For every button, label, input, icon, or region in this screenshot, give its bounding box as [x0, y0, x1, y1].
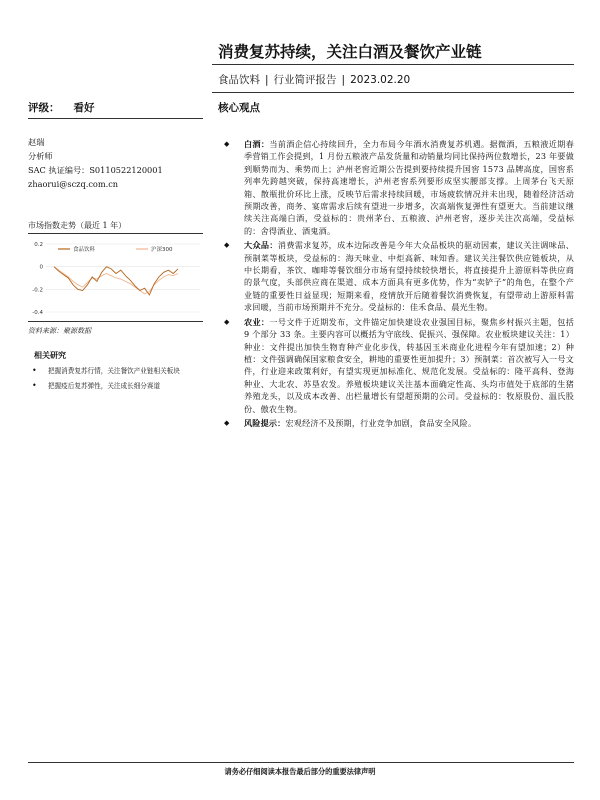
chart-canvas — [28, 238, 204, 318]
analyst-info — [28, 135, 163, 191]
core-views-list — [224, 138, 574, 431]
related-research-item[interactable]: • 把握疫后复苏弹性，关注成长细分赛道 — [28, 381, 200, 391]
footer-rule — [28, 762, 574, 763]
analyst-name: 赵瑞 — [28, 137, 45, 147]
chart-title: 市场指数走势（最近 1 年） — [28, 221, 127, 230]
chart-bottom-rule — [28, 321, 203, 322]
series-line-沪深300 — [54, 267, 178, 294]
point-mass-consumer — [224, 239, 574, 313]
related-research-heading: 相关研究 — [34, 350, 66, 360]
rating-value: 看好 — [73, 102, 95, 114]
industry-label: 食品饮料 — [218, 74, 260, 86]
y-tick-label: -0.4 — [32, 310, 43, 316]
y-tick-label: 0.2 — [34, 242, 43, 248]
related-research-list — [28, 366, 200, 396]
rating-rule — [28, 118, 203, 119]
report-date: 2023.02.20 — [350, 74, 411, 86]
point-lead: 白酒： — [244, 139, 270, 149]
legend-label: 沪深300 — [151, 247, 173, 253]
meta-rule — [212, 92, 574, 93]
point-lead: 农业： — [244, 316, 270, 327]
chart-source: 资料来源：聚源数据 — [28, 327, 91, 335]
point-text: 消费需求复苏，成本边际改善是今年大众品板块的驱动因素，建议关注调味品、预制菜等板块，受益标的：海天味业、中炬高新、味知香。建议关注餐饮供应链板块，从中长期看，茶饮、咖啡等餐饮细分市场有望持续较快增长，将直接提升上游原料等供应商的景气度，头部供应商在渠道、成本方面具有更多优势，作为“卖铲子”的角色，在整个产业链的重要性日益显现；短期来看，疫情放开后随着餐饮消费恢复，有望带动上游原料需求回暖，当前市场预期并不充分。受益标的：佳禾食品、晨光生物。 — [244, 240, 574, 313]
legal-footer: 请务必仔细阅读本报告最后部分的重要法律声明 — [224, 767, 376, 776]
related-research-item[interactable]: • 把握消费复苏行情，关注餐饮产业链相关板块 — [28, 366, 200, 376]
report-meta — [218, 72, 410, 87]
report-type-label: 行业简评报告 — [273, 74, 337, 86]
meta-separator: | — [265, 74, 269, 86]
point-agriculture — [224, 316, 574, 415]
analyst-sac-number: SAC 执证编号：S0110522120001 — [28, 165, 163, 175]
legend-label: 食品饮料 — [73, 247, 96, 253]
point-lead: 风险提示： — [244, 417, 286, 428]
point-baijiu — [224, 138, 574, 237]
y-tick-label: -0.2 — [32, 287, 43, 294]
rating-label: 评级： — [28, 102, 60, 114]
report-title: 消费复苏持续，关注白酒及餐饮产业链 — [218, 43, 482, 61]
chart-title-rule — [28, 233, 203, 234]
y-tick-label: 0 — [39, 264, 43, 271]
point-text: 宏观经济不及预期，行业竞争加剧，食品安全风险。 — [285, 417, 477, 428]
point-text: 当前酒企信心持续回升，全力布局今年酒水消费复苏机遇。据微酒，五粮液近期春季营销工作会提到，1 月份五粮液产品发货量和动销量均同比保持两位数增长，23 年要做到顺势而为、乘势而上；泸州老窖近期公告提到要持续提升国窖 1573 品牌高度，国窖系列率先跨越突破，保持高速增长，泸州老窖系列要形成坚实腰部支撑。上周茅台飞天原箱、散瓶批价环比上涨，反映节后需求持续回暖，市场疲软情况并未出现，随着经济活动预期改善，商务、宴席需求后续有望进一步增多，次高端恢复弹性有望更大。当前建议继续关注高端白酒，受益标的：贵州茅台、五粮液、泸州老窖，逐步关注次高端，受益标的：舍得酒业、酒鬼酒。 — [244, 139, 574, 236]
analyst-email[interactable]: zhaorui@sczq.com.cn — [28, 179, 119, 189]
rating — [28, 100, 95, 115]
market-index-chart — [28, 238, 204, 318]
title-rule — [212, 64, 574, 65]
point-lead: 大众品： — [244, 240, 278, 251]
point-risk — [224, 417, 574, 429]
meta-separator: | — [341, 74, 346, 86]
point-text: 一号文件于近期发布，文件锚定加快建设农业强国目标，聚焦乡村振兴主题，包括 9 个部分 33 条。主要内容可以概括为守底线、促振兴、强保障。农业板块建议关注：1）种业：文件提出加快生物育种产业化步伐，转基因玉米商业化进程今年有望加速；2）种植：文件强调确保国家粮食安全，耕地的重要性更加提升；3）预制菜：首次被写入一号文件，行业迎来政策利好，有望实现更加标准化、规范化发展。受益标的：隆平高科、登海种业、大北农、苏垦农发。养殖板块建议关注基本面确定性高、头均市值处于底部的生猪养殖龙头，以及成本改善、出栏量增长有望超预期的公司。受益标的：牧原股份、温氏股份、傲农生物。 — [244, 316, 574, 414]
analyst-role: 分析师 — [28, 151, 53, 161]
core-views-heading: 核心观点 — [218, 102, 260, 114]
